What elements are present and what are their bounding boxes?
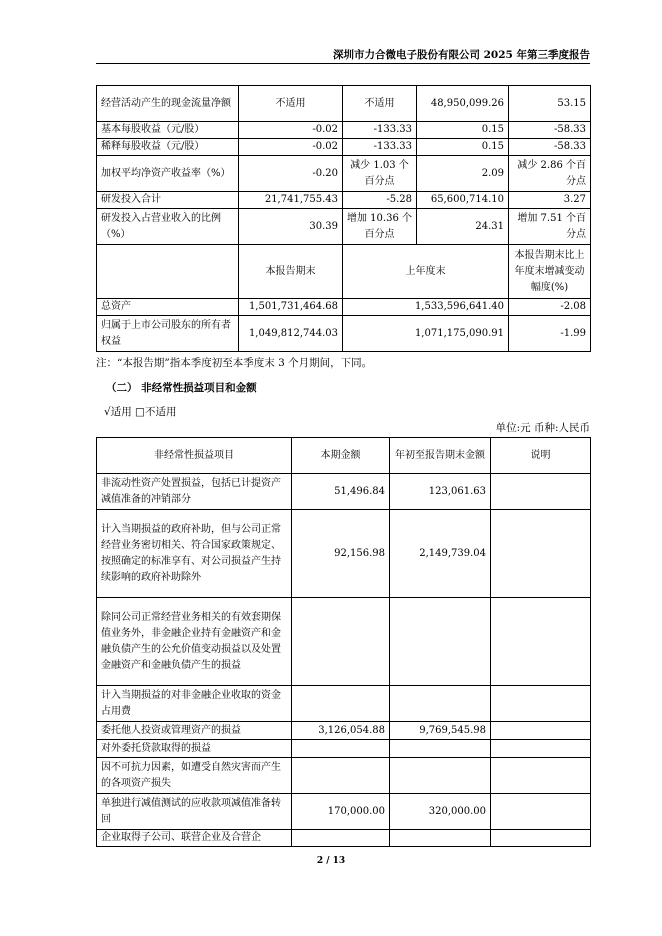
row-label: 总资产 bbox=[97, 299, 239, 316]
cell: -133.33 bbox=[343, 139, 417, 156]
non-recurring-items-table bbox=[96, 437, 591, 847]
cell bbox=[292, 740, 390, 758]
cell bbox=[491, 758, 591, 794]
cell bbox=[491, 794, 591, 830]
cell: 21,741,755.43 bbox=[239, 192, 343, 209]
row-label: 加权平均净资产收益率（%） bbox=[97, 156, 239, 192]
table-row bbox=[97, 598, 591, 686]
cell: -2.08 bbox=[509, 299, 591, 316]
cell bbox=[491, 740, 591, 758]
row-label: 企业取得子公司、联营企业及合营企 bbox=[97, 830, 292, 847]
page-header: 深圳市力合微电子股份有限公司 2025 年第三季度报告 bbox=[96, 47, 590, 64]
cell: 2.09 bbox=[417, 156, 509, 192]
row-label: 稀释每股收益（元/股） bbox=[97, 139, 239, 156]
row-label: 对外委托贷款取得的损益 bbox=[97, 740, 292, 758]
row-label: 归属于上市公司股东的所有者权益 bbox=[97, 316, 239, 352]
cell: 3.27 bbox=[509, 192, 591, 209]
row-label: 委托他人投资或管理资产的损益 bbox=[97, 722, 292, 740]
cell: 减少 1.03 个百分点 bbox=[343, 156, 417, 192]
table-row bbox=[97, 316, 591, 352]
cell: -0.20 bbox=[239, 156, 343, 192]
cell bbox=[390, 758, 491, 794]
cell bbox=[390, 830, 491, 847]
row-label: 基本每股收益（元/股） bbox=[97, 122, 239, 139]
cell: 增加 7.51 个百分点 bbox=[509, 209, 591, 245]
row-label: 计入当期损益的对非金融企业收取的资金占用费 bbox=[97, 686, 292, 722]
table-row bbox=[97, 794, 591, 830]
table-row bbox=[97, 830, 591, 847]
cell: -0.02 bbox=[239, 122, 343, 139]
cell: 0.15 bbox=[417, 122, 509, 139]
cell bbox=[390, 740, 491, 758]
section-title: （二） 非经常性损益项目和金额 bbox=[106, 382, 257, 394]
table-note: 注：“本报告期”指本季度初至本季度末 3 个月期间，下同。 bbox=[96, 357, 373, 369]
cell: 92,156.98 bbox=[292, 510, 390, 598]
cell: 增加 10.36 个百分点 bbox=[343, 209, 417, 245]
cell bbox=[491, 510, 591, 598]
table-header-row bbox=[97, 438, 591, 474]
table-row bbox=[97, 156, 591, 192]
column-header: 本报告期末比上年度末增减变动幅度(%) bbox=[509, 245, 591, 299]
table-row bbox=[97, 209, 591, 245]
cell: 30.39 bbox=[239, 209, 343, 245]
cell: 65,600,714.10 bbox=[417, 192, 509, 209]
cell bbox=[491, 598, 591, 686]
cell bbox=[390, 598, 491, 686]
table-row bbox=[97, 122, 591, 139]
cell bbox=[390, 686, 491, 722]
cell bbox=[491, 474, 591, 510]
row-label: 非流动性资产处置损益，包括已计提资产减值准备的冲销部分 bbox=[97, 474, 292, 510]
applicability-indicator: √适用 □不适用 bbox=[104, 406, 177, 418]
table-row bbox=[97, 722, 591, 740]
cell: -58.33 bbox=[509, 122, 591, 139]
table-row bbox=[97, 139, 591, 156]
table-row bbox=[97, 740, 591, 758]
row-label: 计入当期损益的政府补助，但与公司正常经营业务密切相关、符合国家政策规定、按照确定的标准享有、对公司损益产生持续影响的政府补助除外 bbox=[97, 510, 292, 598]
cell: 9,769,545.98 bbox=[390, 722, 491, 740]
cell: 3,126,054.88 bbox=[292, 722, 390, 740]
cell: 24.31 bbox=[417, 209, 509, 245]
row-label: 经营活动产生的现金流量净额 bbox=[97, 86, 239, 122]
cell: 53.15 bbox=[509, 86, 591, 122]
cell bbox=[292, 686, 390, 722]
table-row bbox=[97, 86, 591, 122]
cell bbox=[491, 722, 591, 740]
column-header: 上年度末 bbox=[343, 245, 509, 299]
cell: -5.28 bbox=[343, 192, 417, 209]
cell bbox=[491, 830, 591, 847]
column-header: 本期金额 bbox=[292, 438, 390, 474]
cell: 1,049,812,744.03 bbox=[239, 316, 343, 352]
row-label: 因不可抗力因素，如遭受自然灾害而产生的各项资产损失 bbox=[97, 758, 292, 794]
cell: -1.99 bbox=[509, 316, 591, 352]
financial-indicators-table bbox=[96, 85, 591, 352]
table-row bbox=[97, 686, 591, 722]
table-row bbox=[97, 192, 591, 209]
cell: -133.33 bbox=[343, 122, 417, 139]
table-row bbox=[97, 510, 591, 598]
page-number: 2 / 13 bbox=[316, 856, 346, 866]
cell bbox=[292, 758, 390, 794]
table-row bbox=[97, 299, 591, 316]
cell: 320,000.00 bbox=[390, 794, 491, 830]
row-label: 研发投入占营业收入的比例（%） bbox=[97, 209, 239, 245]
cell bbox=[292, 830, 390, 847]
cell: 2,149,739.04 bbox=[390, 510, 491, 598]
row-label: 单独进行减值测试的应收款项减值准备转回 bbox=[97, 794, 292, 830]
cell: 减少 2.86 个百分点 bbox=[509, 156, 591, 192]
cell: -58.33 bbox=[509, 139, 591, 156]
cell: 1,533,596,641.40 bbox=[343, 299, 509, 316]
currency-unit: 单位:元 币种:人民币 bbox=[495, 422, 590, 434]
cell: 123,061.63 bbox=[390, 474, 491, 510]
cell: 不适用 bbox=[239, 86, 343, 122]
cell: 170,000.00 bbox=[292, 794, 390, 830]
cell bbox=[292, 598, 390, 686]
table-subheader-row bbox=[97, 245, 591, 299]
cell: 0.15 bbox=[417, 139, 509, 156]
cell: 48,950,099.26 bbox=[417, 86, 509, 122]
column-header: 本报告期末 bbox=[239, 245, 343, 299]
row-label: 研发投入合计 bbox=[97, 192, 239, 209]
table-row bbox=[97, 758, 591, 794]
cell bbox=[491, 686, 591, 722]
cell: 51,496.84 bbox=[292, 474, 390, 510]
column-header: 非经常性损益项目 bbox=[97, 438, 292, 474]
column-header: 年初至报告期末金额 bbox=[390, 438, 491, 474]
row-label: 除同公司正常经营业务相关的有效套期保值业务外，非金融企业持有金融资产和金融负债产生的公允价值变动损益以及处置金融资产和金融负债产生的损益 bbox=[97, 598, 292, 686]
cell: -0.02 bbox=[239, 139, 343, 156]
column-header: 说明 bbox=[491, 438, 591, 474]
cell: 1,501,731,464.68 bbox=[239, 299, 343, 316]
cell: 1,071,175,090.91 bbox=[343, 316, 509, 352]
empty-cell bbox=[97, 245, 239, 299]
cell: 不适用 bbox=[343, 86, 417, 122]
table-row bbox=[97, 474, 591, 510]
